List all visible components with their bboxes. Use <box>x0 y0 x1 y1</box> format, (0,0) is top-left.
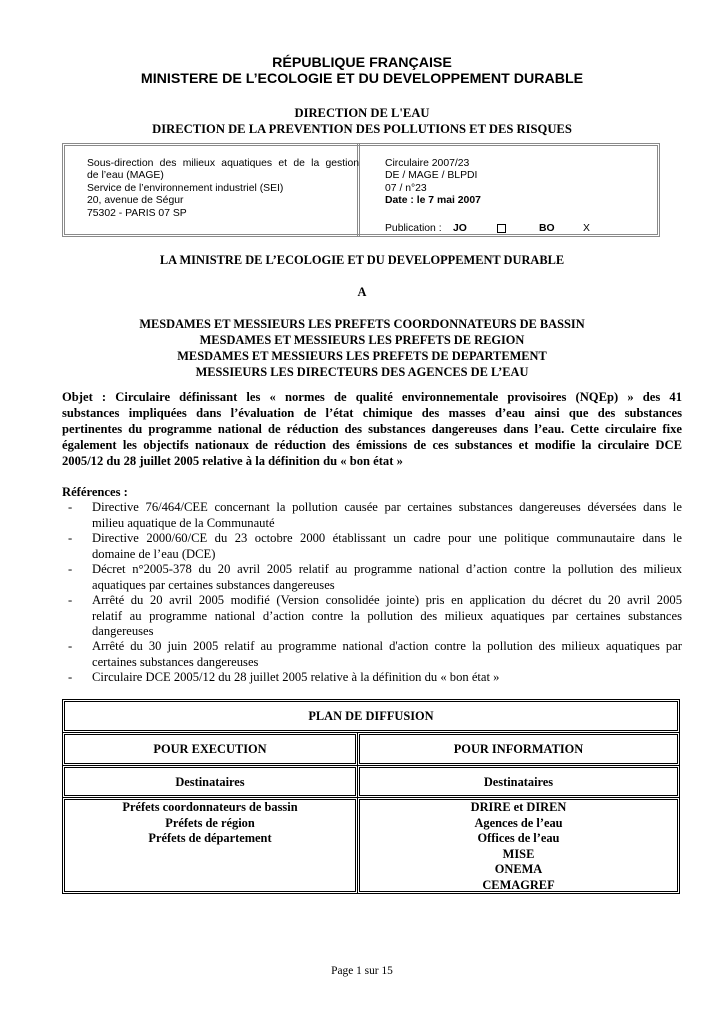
recipient-entry: Offices de l’eau <box>477 831 560 846</box>
subject-line: Objet : Circulaire définissant les « normes de qualité environnementale provisoires (NQEp) » des 41 <box>62 390 682 404</box>
information-recipients-cell <box>357 797 680 894</box>
information-header-cell <box>357 732 680 766</box>
subject-line: pertinentes du programme national de réduction des substances dangereuses dans l’eau. Cette circulaire fixe <box>62 422 682 436</box>
recipient-line: MESDAMES ET MESSIEURS LES PREFETS DE DEPARTEMENT <box>177 349 547 363</box>
execution-subheader-cell <box>62 765 358 798</box>
execution-header-cell <box>62 732 358 766</box>
execution-recipients-cell <box>62 797 358 894</box>
empty-checkbox-icon <box>497 224 506 233</box>
service-line: de l’eau (MAGE) <box>87 170 164 182</box>
jo-label: JO <box>453 223 467 234</box>
direction-heading-1: DIRECTION DE L'EAU <box>294 106 430 120</box>
column-header: POUR EXECUTION <box>153 742 267 756</box>
address-line: 20, avenue de Ségur <box>87 195 184 207</box>
column-subheader: Destinataires <box>175 775 245 789</box>
reference-text: Directive 76/464/CEE concernant la pollution causée par certaines substances dangereuses déversées dans le <box>92 500 682 514</box>
reference-text: Directive 2000/60/CE du 23 octobre 2000 établissant un cadre pour une politique communautaire dans le <box>92 531 682 545</box>
diffusion-title-cell <box>62 699 680 733</box>
reference-text: aquatiques par certaines substances dangereuses <box>92 577 335 592</box>
issuing-service-block <box>87 158 359 220</box>
service-line: Sous-direction des milieux aquatiques et de la gestion <box>87 158 359 169</box>
direction-heading-2: DIRECTION DE LA PREVENTION DES POLLUTIONS ET DES RISQUES <box>152 122 572 136</box>
subject-line: 2005/12 du 28 juillet 2005 relative à la définition du « bon état » <box>62 454 403 468</box>
reference-text: Arrêté du 20 avril 2005 modifié (Version consolidée jointe) pris en application du décret du 20 avril 2005 <box>92 593 682 607</box>
column-subheader: Destinataires <box>483 775 554 789</box>
recipient-entry: DRIRE et DIREN <box>470 800 567 814</box>
reference-text: certaines substances dangereuses <box>92 654 259 669</box>
recipient-entry: Préfets coordonnateurs de bassin <box>122 800 298 814</box>
reference-text: Décret n°2005-378 du 20 avril 2005 relatif au programme national d’action contre la pollution des milieux <box>92 562 682 576</box>
circular-index: 07 / n°23 <box>385 182 427 194</box>
recipient-entry: Préfets de département <box>148 831 272 846</box>
diffusion-plan-table <box>62 699 680 894</box>
recipient-entry: Agences de l’eau <box>474 815 563 830</box>
subject-line: également les objectifs nationaux de réduction des émissions de ces substances et modifie la circulaire DCE <box>62 438 682 452</box>
reference-text: relatif au programme national d’action contre la pollution des milieux aquatiques par certaines substances <box>92 608 682 623</box>
circular-date: Date : le 7 mai 2007 <box>385 195 481 207</box>
address-line: 75302 - PARIS 07 SP <box>87 207 187 219</box>
reference-text: Circulaire DCE 2005/12 du 28 juillet 2005 relative à la définition du « bon état » <box>92 670 500 684</box>
column-header: POUR INFORMATION <box>453 742 584 756</box>
circular-reference-block <box>385 158 645 208</box>
page-number: Page 1 sur 15 <box>331 965 393 977</box>
references-title: Références : <box>62 485 128 499</box>
bullet-dash: - <box>68 531 73 545</box>
ministry-heading: MINISTERE DE L’ECOLOGIE ET DU DEVELOPPEMENT DURABLE <box>140 71 584 87</box>
reference-text: Arrêté du 30 juin 2005 relatif au programme national d'action contre la pollution des milieux aquatiques par <box>92 639 682 653</box>
information-subheader-cell <box>357 765 680 798</box>
recipient-entry: Préfets de région <box>165 815 255 830</box>
recipient-line: MESDAMES ET MESSIEURS LES PREFETS DE REGION <box>199 333 525 347</box>
recipient-entry: MISE <box>502 846 535 861</box>
sender-line: LA MINISTRE DE L’ECOLOGIE ET DU DEVELOPPEMENT DURABLE <box>159 253 565 267</box>
reference-info-box <box>62 143 660 237</box>
to-line: A <box>357 285 367 299</box>
bullet-dash: - <box>68 670 73 684</box>
recipient-entry: ONEMA <box>494 862 543 877</box>
subject-line: substances impliquées dans l’évaluation de l’état chimique des masses d’eau ainsi que des substances <box>62 406 682 420</box>
publication-label: Publication : <box>385 223 442 234</box>
country-heading: RÉPUBLIQUE FRANÇAISE <box>272 55 452 71</box>
reference-text: milieu aquatique de la Communauté <box>92 515 275 530</box>
reference-text: domaine de l’eau (DCE) <box>92 546 216 561</box>
bullet-dash: - <box>68 593 73 607</box>
circular-number: Circulaire 2007/23 <box>385 158 470 169</box>
recipient-line: MESSIEURS LES DIRECTEURS DES AGENCES DE L’EAU <box>195 365 529 379</box>
recipient-line: MESDAMES ET MESSIEURS LES PREFETS COORDONNATEURS DE BASSIN <box>139 317 585 331</box>
bullet-dash: - <box>68 562 73 576</box>
bullet-dash: - <box>68 500 73 514</box>
bo-mark: X <box>583 223 590 234</box>
bullet-dash: - <box>68 639 73 653</box>
subject-paragraph <box>62 389 682 469</box>
circular-code: DE / MAGE / BLPDI <box>385 170 478 182</box>
reference-text: dangereuses <box>92 624 154 639</box>
diffusion-title: PLAN DE DIFFUSION <box>308 709 434 723</box>
recipient-entry: CEMAGREF <box>482 878 555 892</box>
service-line: Service de l’environnement industriel (SEI) <box>87 182 284 194</box>
bo-label: BO <box>539 223 555 234</box>
